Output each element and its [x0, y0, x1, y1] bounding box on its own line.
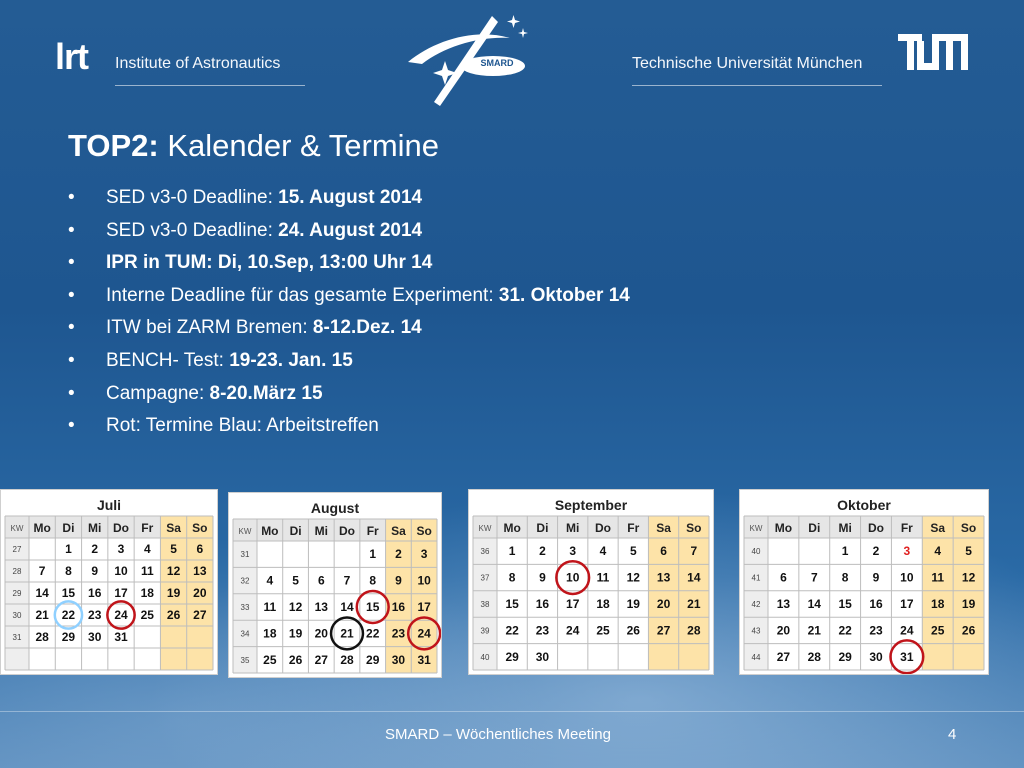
day-cell: 19 — [288, 626, 303, 641]
day-cell: 27 — [314, 652, 328, 667]
weekday-header: Do — [339, 524, 355, 538]
day-cell: 15 — [366, 600, 380, 614]
day-cell: 27 — [656, 623, 671, 638]
weekday-header: So — [192, 521, 208, 535]
day-cell: 13 — [656, 570, 671, 585]
day-cell: 12 — [288, 600, 303, 614]
calendar-july — [0, 489, 218, 675]
day-cell: 16 — [88, 586, 102, 600]
bullet-text: Interne Deadline für das gesamte Experiment: — [106, 284, 499, 306]
weekday-header: Mi — [566, 521, 580, 535]
week-number: 31 — [240, 550, 250, 560]
day-cell: 28 — [807, 649, 821, 664]
calendar-month-title: Juli — [96, 497, 122, 513]
day-cell: 14 — [35, 586, 49, 600]
day-cell: 16 — [869, 597, 883, 611]
day-cell: 7 — [810, 570, 818, 585]
title-rest: Kalender & Termine — [158, 128, 440, 163]
bullet-text: 31. Oktober 14 — [498, 284, 630, 306]
weekday-header: Fr — [627, 521, 640, 535]
weekday-header: Do — [113, 521, 129, 535]
day-cell: 1 — [508, 544, 516, 559]
day-cell: 21 — [340, 626, 354, 641]
title-bold: TOP2: — [68, 128, 159, 163]
weekday-header: Mi — [838, 521, 852, 535]
day-cell: 10 — [566, 570, 580, 585]
day-cell: 14 — [687, 570, 701, 585]
lrt-logo: lrt — [55, 36, 88, 77]
day-cell: 25 — [263, 652, 277, 667]
day-cell: 11 — [931, 570, 945, 585]
day-cell: 29 — [505, 649, 519, 664]
day-cell: 21 — [687, 597, 701, 611]
day-cell: 31 — [114, 630, 128, 644]
bullet-item — [68, 347, 630, 380]
calendar-september — [468, 489, 714, 675]
day-cell: 18 — [140, 586, 154, 600]
kw-header: KW — [478, 524, 492, 533]
day-cell: 17 — [417, 600, 431, 614]
day-cell: 7 — [38, 564, 46, 578]
bullet-text: 8-12.Dez. 14 — [312, 317, 422, 339]
weekday-header: Sa — [391, 524, 406, 538]
day-cell: 10 — [114, 564, 128, 578]
weekday-header: So — [416, 524, 432, 538]
slide-title — [68, 128, 439, 164]
smard-logo-text: SMARD — [480, 58, 514, 68]
bullet-text: SED v3-0 Deadline: — [106, 187, 279, 208]
day-cell: 6 — [780, 570, 787, 585]
day-cell: 7 — [690, 544, 698, 559]
week-number: 40 — [751, 547, 761, 557]
week-number: 29 — [12, 589, 22, 598]
day-cell: 6 — [317, 573, 325, 588]
weekday-header: Di — [62, 521, 75, 535]
calendar-month-title: August — [310, 500, 360, 516]
day-cell: 8 — [369, 573, 377, 588]
week-number: 38 — [480, 600, 490, 609]
day-cell: 16 — [391, 600, 406, 614]
day-cell: 4 — [599, 544, 607, 559]
day-cell: 4 — [934, 544, 942, 559]
day-cell: 12 — [166, 564, 181, 578]
day-cell: 15 — [61, 586, 76, 600]
weekday-header: Sa — [166, 521, 181, 535]
day-cell: 18 — [931, 597, 945, 611]
calendar-october — [739, 489, 989, 675]
weekday-header: So — [686, 521, 702, 535]
day-cell: 28 — [687, 623, 701, 638]
day-cell: 2 — [395, 547, 402, 562]
tum-logo — [898, 34, 970, 72]
week-number: 33 — [240, 603, 250, 612]
weekday-header: Do — [595, 521, 611, 535]
weekday-header: Di — [536, 521, 549, 535]
bullet-text: Campagne: — [106, 382, 210, 404]
weekday-header: Do — [868, 521, 884, 535]
day-cell: 21 — [35, 608, 49, 622]
day-cell: 24 — [900, 623, 914, 638]
day-cell: 9 — [91, 564, 99, 578]
week-number: 36 — [480, 547, 490, 557]
day-cell: 29 — [838, 649, 852, 664]
footer-divider — [0, 711, 1024, 712]
bullet-text: 24. August 2014 — [278, 219, 423, 241]
week-number: 31 — [12, 633, 22, 642]
day-cell: 31 — [900, 649, 914, 664]
calendar-august — [228, 492, 442, 678]
day-cell: 1 — [65, 542, 72, 556]
day-cell: 9 — [872, 570, 880, 585]
day-cell: 8 — [841, 570, 849, 585]
day-cell: 26 — [626, 623, 640, 638]
day-cell: 8 — [508, 570, 516, 585]
day-cell: 2 — [872, 544, 880, 559]
kw-header: KW — [238, 527, 252, 536]
day-cell: 22 — [838, 623, 852, 638]
day-cell: 3 — [569, 544, 577, 559]
day-cell: 9 — [539, 570, 546, 585]
day-cell: 12 — [626, 570, 640, 585]
week-number: 43 — [751, 626, 761, 636]
weekday-header: Fr — [900, 521, 913, 535]
kw-header: KW — [10, 524, 24, 533]
day-cell: 13 — [776, 597, 791, 611]
day-cell: 3 — [117, 542, 125, 556]
day-cell: 27 — [776, 649, 791, 664]
day-cell: 18 — [596, 597, 610, 611]
calendar-month-title: Oktober — [837, 497, 891, 513]
day-cell: 30 — [869, 649, 883, 664]
day-cell: 19 — [166, 586, 181, 600]
day-cell: 3 — [420, 547, 428, 562]
day-cell: 16 — [535, 597, 550, 611]
day-cell: 14 — [807, 597, 821, 611]
day-cell: 31 — [417, 652, 431, 667]
day-cell: 26 — [961, 623, 976, 638]
day-cell: 6 — [196, 542, 204, 556]
week-number: 37 — [480, 573, 490, 583]
day-cell: 20 — [314, 626, 328, 641]
day-cell: 19 — [961, 597, 976, 611]
day-cell: 23 — [88, 608, 102, 622]
day-cell: 24 — [417, 626, 431, 641]
day-cell: 17 — [900, 597, 914, 611]
day-cell: 3 — [903, 544, 911, 559]
day-cell: 29 — [366, 652, 380, 667]
day-cell: 30 — [391, 652, 406, 667]
bullet-text: Rot: Termine Blau: Arbeitstreffen — [106, 415, 379, 437]
day-cell: 13 — [314, 600, 328, 614]
day-cell: 11 — [140, 564, 154, 578]
day-cell: 13 — [193, 564, 207, 578]
day-cell: 10 — [900, 570, 914, 585]
weekday-header: Mo — [503, 521, 521, 535]
bullet-text: 8-20.März 15 — [209, 382, 323, 404]
weekday-header: Mi — [314, 524, 328, 538]
bullet-text: SED v3-0 Deadline: — [106, 219, 279, 241]
day-cell: 19 — [626, 597, 640, 611]
day-cell: 22 — [61, 608, 76, 622]
bullet-item — [68, 282, 630, 315]
day-cell: 22 — [366, 626, 380, 641]
day-cell: 23 — [391, 626, 406, 641]
day-cell: 21 — [807, 623, 821, 638]
day-cell: 25 — [140, 608, 154, 622]
week-number: 32 — [240, 576, 250, 586]
weekday-header: Di — [808, 521, 821, 535]
weekday-header: Di — [289, 524, 302, 538]
day-cell: 11 — [263, 600, 277, 614]
day-cell: 20 — [193, 586, 207, 600]
week-number: 41 — [751, 573, 761, 583]
week-number: 35 — [240, 655, 250, 665]
bullet-item — [68, 184, 630, 217]
day-cell: 15 — [505, 597, 519, 611]
day-cell: 2 — [539, 544, 546, 559]
day-cell: 28 — [340, 652, 354, 667]
week-number: 44 — [751, 652, 761, 662]
day-cell: 5 — [292, 573, 299, 588]
day-cell: 24 — [566, 623, 580, 638]
week-number: 42 — [751, 600, 761, 609]
weekday-header: Mo — [33, 521, 51, 535]
day-cell: 2 — [91, 542, 99, 556]
day-cell: 5 — [170, 542, 177, 556]
day-cell: 27 — [193, 608, 207, 622]
header-divider-right — [632, 85, 882, 86]
day-cell: 23 — [869, 623, 883, 638]
week-number: 40 — [480, 652, 490, 662]
day-cell: 29 — [61, 630, 76, 644]
weekday-header: Sa — [656, 521, 671, 535]
week-number: 27 — [12, 545, 22, 554]
footer-text: SMARD – Wöchentliches Meeting — [385, 726, 611, 743]
day-cell: 24 — [114, 608, 128, 622]
day-cell: 30 — [535, 649, 550, 664]
day-cell: 1 — [841, 544, 849, 559]
weekday-header: Mo — [774, 521, 793, 535]
bullet-item — [68, 314, 630, 347]
bullet-text: 15. August 2014 — [278, 187, 423, 208]
day-cell: 5 — [629, 544, 637, 559]
day-cell: 28 — [35, 630, 49, 644]
day-cell: 6 — [660, 544, 667, 559]
bullet-text: 19-23. Jan. 15 — [229, 349, 353, 371]
bullet-item — [68, 412, 630, 445]
bullet-item — [68, 380, 630, 413]
calendar-month-title: September — [554, 497, 628, 513]
day-cell: 12 — [961, 570, 976, 585]
day-cell: 8 — [65, 564, 72, 578]
day-cell: 25 — [931, 623, 945, 638]
weekday-header: Mi — [88, 521, 102, 535]
day-cell: 10 — [417, 573, 431, 588]
day-cell: 9 — [395, 573, 402, 588]
bullet-text: ITW bei ZARM Bremen: — [106, 317, 313, 339]
weekday-header: So — [960, 521, 977, 535]
header-divider-left — [115, 85, 305, 86]
week-number: 39 — [480, 626, 490, 636]
day-cell: 22 — [505, 623, 519, 638]
day-cell: 4 — [143, 542, 151, 556]
bullet-item — [68, 217, 630, 250]
day-cell: 18 — [263, 626, 277, 641]
bullet-text: IPR in TUM: Di, 10.Sep, 13:00 Uhr 14 — [106, 252, 433, 274]
day-cell: 15 — [838, 597, 852, 611]
bullet-item — [68, 249, 630, 282]
day-cell: 20 — [776, 623, 791, 638]
kw-header: KW — [749, 524, 763, 533]
weekday-header: Fr — [141, 521, 154, 535]
university-name: Technische Universität München — [632, 55, 863, 72]
week-number: 28 — [12, 567, 22, 576]
weekday-header: Sa — [930, 521, 946, 535]
page-number: 4 — [948, 726, 957, 743]
day-cell: 7 — [343, 573, 351, 588]
day-cell: 17 — [566, 597, 580, 611]
day-cell: 1 — [369, 547, 377, 562]
day-cell: 11 — [596, 570, 610, 585]
day-cell: 23 — [535, 623, 550, 638]
day-cell: 17 — [114, 586, 128, 600]
day-cell: 26 — [166, 608, 181, 622]
weekday-header: Fr — [366, 524, 379, 538]
bullet-text: BENCH- Test: — [106, 349, 230, 371]
day-cell: 14 — [340, 600, 354, 614]
day-cell: 4 — [266, 573, 274, 588]
institute-name: Institute of Astronautics — [115, 55, 281, 72]
day-cell: 25 — [596, 623, 610, 638]
weekday-header: Mo — [261, 524, 279, 538]
day-cell: 5 — [965, 544, 972, 559]
week-number: 30 — [12, 611, 22, 620]
day-cell: 30 — [88, 630, 102, 644]
day-cell: 20 — [656, 597, 671, 611]
day-cell: 26 — [288, 652, 303, 667]
bullet-list — [68, 184, 630, 445]
week-number: 34 — [240, 629, 250, 639]
